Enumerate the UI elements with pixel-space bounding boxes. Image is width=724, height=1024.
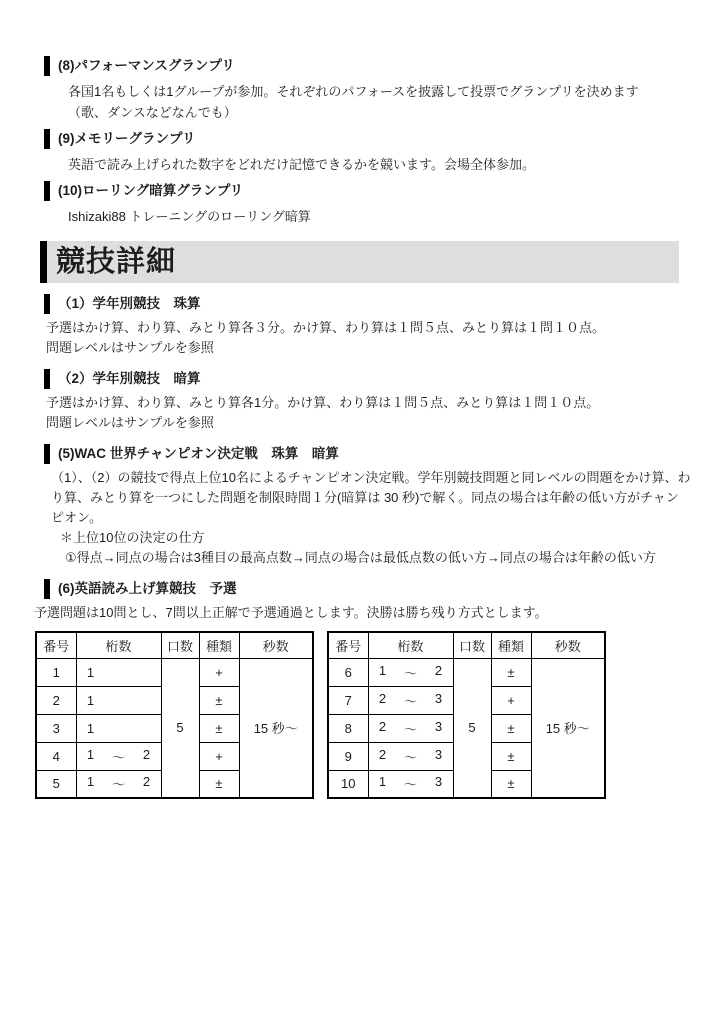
item-5-heading: (5)WAC 世界チャンピオン決定戦 珠算 暗算 xyxy=(44,444,694,464)
cell-number: 7 xyxy=(328,686,368,714)
item-8-heading: (8)パフォーマンスグランプリ xyxy=(44,56,694,76)
cell-digits xyxy=(368,742,453,770)
cell-digits xyxy=(76,770,161,798)
digits-from: 2 xyxy=(378,690,387,706)
cell-type: ± xyxy=(199,770,239,798)
digits-to: 3 xyxy=(434,718,443,734)
tilde-separator: ～ xyxy=(403,665,417,681)
digits-to: 2 xyxy=(142,746,151,762)
item-5-note-detail: ①得点→同点の場合は3種目の最高点数→同点の場合は最低点数の低い方→同点の場合は年齢の低い方 xyxy=(65,550,656,565)
cell-terms-merged: 5 xyxy=(453,658,491,798)
digits-from: 1 xyxy=(378,774,387,790)
table-row xyxy=(328,658,605,686)
digits-to: 3 xyxy=(434,774,443,790)
col-header-seconds: 秒数 xyxy=(239,632,313,658)
item-2-line-1: 予選はかけ算、わり算、みとり算各1分。かけ算、わり算は１問５点、みとり算は１問１０点。 xyxy=(46,395,600,410)
item-9-line-1: 英語で読み上げられた数字をどれだけ記憶できるかを競います。会場全体参加。 xyxy=(68,157,535,172)
tilde-separator: ～ xyxy=(403,693,417,709)
cell-type: ± xyxy=(199,714,239,742)
item-8 xyxy=(34,56,694,123)
cell-digits xyxy=(76,686,161,714)
item-5 xyxy=(34,444,694,568)
col-header-terms: 口数 xyxy=(453,632,491,658)
cell-digits xyxy=(76,742,161,770)
cell-digits xyxy=(368,686,453,714)
item-1-line-1: 予選はかけ算、わり算、みとり算各３分。かけ算、わり算は１問５点、みとり算は１問１０点。 xyxy=(46,320,606,335)
digits-from: 1 xyxy=(86,746,95,762)
tilde-separator xyxy=(115,721,123,736)
col-header-seconds: 秒数 xyxy=(531,632,605,658)
cell-number: 3 xyxy=(36,714,76,742)
cell-digits xyxy=(76,714,161,742)
item-10-line-1: Ishizaki88 トレーニングのローリング暗算 xyxy=(68,209,311,224)
preliminary-tables xyxy=(35,631,694,799)
tilde-separator xyxy=(115,693,123,708)
cell-type: ± xyxy=(491,742,531,770)
item-6-body xyxy=(34,603,694,623)
digits-from: 1 xyxy=(378,662,387,678)
item-6 xyxy=(34,579,694,623)
tilde-separator: ～ xyxy=(111,777,125,793)
col-header-type: 種類 xyxy=(199,632,239,658)
preliminary-table-left xyxy=(35,631,314,799)
item-9 xyxy=(34,129,694,175)
digits-to: 2 xyxy=(142,774,151,790)
col-header-type: 種類 xyxy=(491,632,531,658)
cell-type: ± xyxy=(491,714,531,742)
preliminary-table-right xyxy=(327,631,606,799)
item-5-note-title: ＊上位10位の決定の仕方 xyxy=(60,530,205,545)
digits-from: 1 xyxy=(86,692,95,708)
item-5-paragraph-line-3: ピオン。 xyxy=(51,510,102,525)
cell-terms-merged: 5 xyxy=(161,658,199,798)
item-8-line-1: 各国1名もしくは1グループが参加。それぞれのパフォースを披露して投票でグランプリを決めます xyxy=(68,84,639,99)
item-6-heading: (6)英語読み上げ算競技 予選 xyxy=(44,579,694,599)
digits-from: 1 xyxy=(86,774,95,790)
cell-type: + xyxy=(199,658,239,686)
cell-type: + xyxy=(199,742,239,770)
digits-to xyxy=(143,693,151,708)
table-header-row xyxy=(328,632,605,658)
item-2-line-2: 問題レベルはサンプルを参照 xyxy=(46,415,214,430)
cell-seconds-merged: 15 秒～ xyxy=(531,658,605,798)
cell-digits xyxy=(368,714,453,742)
cell-type: ± xyxy=(491,658,531,686)
cell-number: 4 xyxy=(36,742,76,770)
item-8-line-2: （歌、ダンスなどなんでも） xyxy=(68,105,237,120)
cell-number: 6 xyxy=(328,658,368,686)
digits-from: 1 xyxy=(86,720,95,736)
cell-digits xyxy=(368,658,453,686)
tilde-separator: ～ xyxy=(403,721,417,737)
col-header-number: 番号 xyxy=(36,632,76,658)
section-title: 競技詳細 xyxy=(40,241,679,283)
item-5-body xyxy=(51,468,694,528)
cell-number: 1 xyxy=(36,658,76,686)
col-header-digits: 桁数 xyxy=(76,632,161,658)
digits-to: 3 xyxy=(434,746,443,762)
table-header-row xyxy=(36,632,313,658)
cell-digits xyxy=(368,770,453,798)
cell-number: 9 xyxy=(328,742,368,770)
cell-type: + xyxy=(491,686,531,714)
item-10-heading: (10)ローリング暗算グランプリ xyxy=(44,181,694,201)
item-1-body xyxy=(46,318,694,358)
digits-to xyxy=(143,721,151,736)
cell-number: 2 xyxy=(36,686,76,714)
item-10 xyxy=(34,181,694,227)
item-2-body xyxy=(46,393,694,433)
item-1 xyxy=(34,294,694,358)
digits-from: 1 xyxy=(86,664,95,680)
item-1-line-2: 問題レベルはサンプルを参照 xyxy=(46,340,214,355)
digits-to: 3 xyxy=(434,690,443,706)
item-6-line-1: 予選問題は10問とし、7問以上正解で予選通過とします。決勝は勝ち残り方式とします。 xyxy=(34,605,548,620)
item-5-paragraph-line-1: （1）、（2）の競技で得点上位10名によるチャンピオン決定戦。学年別競技問題と同レベルの問題をかけ算、わ xyxy=(51,470,691,485)
digits-to: 2 xyxy=(434,662,443,678)
cell-number: 5 xyxy=(36,770,76,798)
item-9-heading: (9)メモリーグランプリ xyxy=(44,129,694,149)
cell-digits xyxy=(76,658,161,686)
cell-number: 10 xyxy=(328,770,368,798)
item-2 xyxy=(34,369,694,433)
cell-type: ± xyxy=(491,770,531,798)
cell-number: 8 xyxy=(328,714,368,742)
tilde-separator: ～ xyxy=(111,749,125,765)
digits-to xyxy=(143,665,151,680)
tilde-separator xyxy=(115,665,123,680)
digits-from: 2 xyxy=(378,746,387,762)
cell-type: ± xyxy=(199,686,239,714)
tilde-separator: ～ xyxy=(403,749,417,765)
col-header-number: 番号 xyxy=(328,632,368,658)
cell-seconds-merged: 15 秒～ xyxy=(239,658,313,798)
col-header-terms: 口数 xyxy=(161,632,199,658)
digits-from: 2 xyxy=(378,718,387,734)
item-2-heading: （2）学年別競技 暗算 xyxy=(44,369,694,389)
tilde-separator: ～ xyxy=(403,777,417,793)
col-header-digits: 桁数 xyxy=(368,632,453,658)
item-5-paragraph-line-2: り算、みとり算を一つにした問題を制限時間１分(暗算は 30 秒)で解く。同点の場合は年齢の低い方がチャン xyxy=(51,490,679,505)
table-row xyxy=(36,658,313,686)
item-1-heading: （1）学年別競技 珠算 xyxy=(44,294,694,314)
